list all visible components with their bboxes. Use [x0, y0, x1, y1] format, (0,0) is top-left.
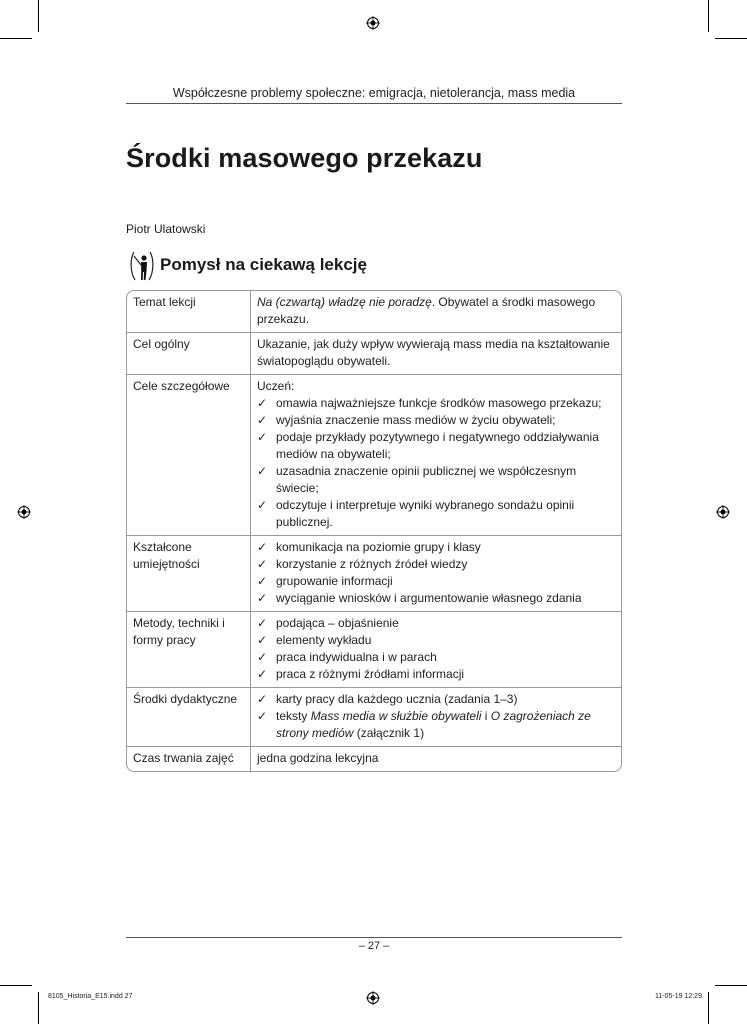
- footer-rule: [126, 937, 622, 938]
- list-item: ✓ komunikacja na poziomie grupy i klasy: [257, 539, 615, 556]
- list-item: ✓ karty pracy dla każdego ucznia (zadania 1–3): [257, 691, 615, 708]
- materials-text: i: [481, 709, 491, 723]
- row-value: [251, 612, 621, 687]
- row-label: Środki dydaktyczne: [127, 688, 251, 746]
- row-label: Cele szczegółowe: [127, 375, 251, 535]
- crop-mark: [0, 985, 32, 986]
- table-row: [127, 535, 621, 611]
- row-value: [251, 688, 621, 746]
- crop-mark: [0, 38, 32, 39]
- list-item: ✓ grupowanie informacji: [257, 573, 615, 590]
- registration-mark-icon: [366, 16, 380, 30]
- page-title: Środki masowego przekazu: [126, 143, 483, 173]
- row-label: Cel ogólny: [127, 333, 251, 374]
- goals-intro: Uczeń:: [257, 379, 295, 393]
- row-value: jedna godzina lekcyjna: [257, 751, 379, 765]
- list-item: ✓ podająca – objaśnienie: [257, 615, 615, 632]
- teacher-pointer-icon: [128, 250, 156, 282]
- materials-text: (załącznik 1): [353, 726, 425, 740]
- list-item: ✓ korzystanie z różnych źródeł wiedzy: [257, 556, 615, 573]
- table-row: [127, 291, 621, 332]
- registration-mark-icon: [366, 991, 380, 1005]
- topic-italic: Na (czwartą) władzę nie poradzę: [257, 295, 432, 309]
- author: Piotr Ulatowski: [126, 222, 206, 236]
- row-label: Metody, techniki i formy pracy: [127, 612, 251, 687]
- list-item: ✓ omawia najważniejsze funkcje środków masowego przekazu;: [257, 395, 615, 412]
- print-slug-date: 11-05-19 12:29: [655, 993, 702, 1000]
- methods-list: [257, 615, 615, 683]
- goals-list: [257, 395, 615, 531]
- crop-mark: [38, 0, 39, 32]
- registration-mark-icon: [17, 505, 31, 519]
- list-item: ✓ uzasadnia znaczenie opinii publicznej we współczesnym świecie;: [257, 463, 615, 497]
- list-item: ✓ praca z różnymi źródłami informacji: [257, 666, 615, 683]
- header-rule: [126, 103, 622, 104]
- list-item: ✓ podaje przykłady pozytywnego i negatywnego oddziaływania mediów na obywateli;: [257, 429, 615, 463]
- list-item: ✓ odczytuje i interpretuje wyniki wybranego sondażu opinii publicznej.: [257, 497, 615, 531]
- list-item: ✓ wyjaśnia znaczenie mass mediów w życiu obywateli;: [257, 412, 615, 429]
- materials-text: teksty: [276, 709, 311, 723]
- print-slug-file: 8105_Historia_E15.indd 27: [48, 993, 133, 1000]
- section-heading: Pomysł na ciekawą lekcję: [160, 255, 367, 274]
- page-number: – 27 –: [358, 940, 390, 952]
- skills-list: [257, 539, 615, 607]
- crop-mark: [715, 985, 747, 986]
- table-row: [127, 687, 621, 746]
- list-item: ✓ praca indywidualna i w parach: [257, 649, 615, 666]
- table-row: [127, 332, 621, 374]
- table-row: [127, 746, 621, 771]
- table-row: [127, 374, 621, 535]
- crop-mark: [708, 0, 709, 32]
- text-title: Mass media w służbie obywateli: [310, 709, 482, 723]
- lesson-plan-table: [126, 290, 622, 772]
- list-item: ✓ elementy wykładu: [257, 632, 615, 649]
- crop-mark: [38, 992, 39, 1024]
- crop-mark: [715, 38, 747, 39]
- table-row: [127, 611, 621, 687]
- crop-mark: [708, 992, 709, 1024]
- row-value: [251, 536, 621, 611]
- row-value: Ukazanie, jak duży wpływ wywierają mass media na kształtowanie światopoglądu obywateli.: [257, 337, 610, 368]
- topic-rest: . Obywatel a środki masowego przekazu.: [257, 295, 596, 326]
- row-label: Kształcone umiejętności: [127, 536, 251, 611]
- running-head: Współczesne problemy społeczne: emigracja, nietolerancja, mass media: [172, 86, 576, 100]
- row-label: Czas trwania zajęć: [127, 747, 251, 771]
- row-value: [251, 291, 621, 332]
- row-value: [251, 375, 621, 535]
- text-title: O zagrożeniach ze strony mediów: [276, 709, 591, 740]
- row-label: Temat lekcji: [127, 291, 251, 332]
- list-item: [257, 708, 615, 742]
- materials-list: [257, 691, 615, 742]
- registration-mark-icon: [716, 505, 730, 519]
- list-item: ✓ wyciąganie wniosków i argumentowanie własnego zdania: [257, 590, 615, 607]
